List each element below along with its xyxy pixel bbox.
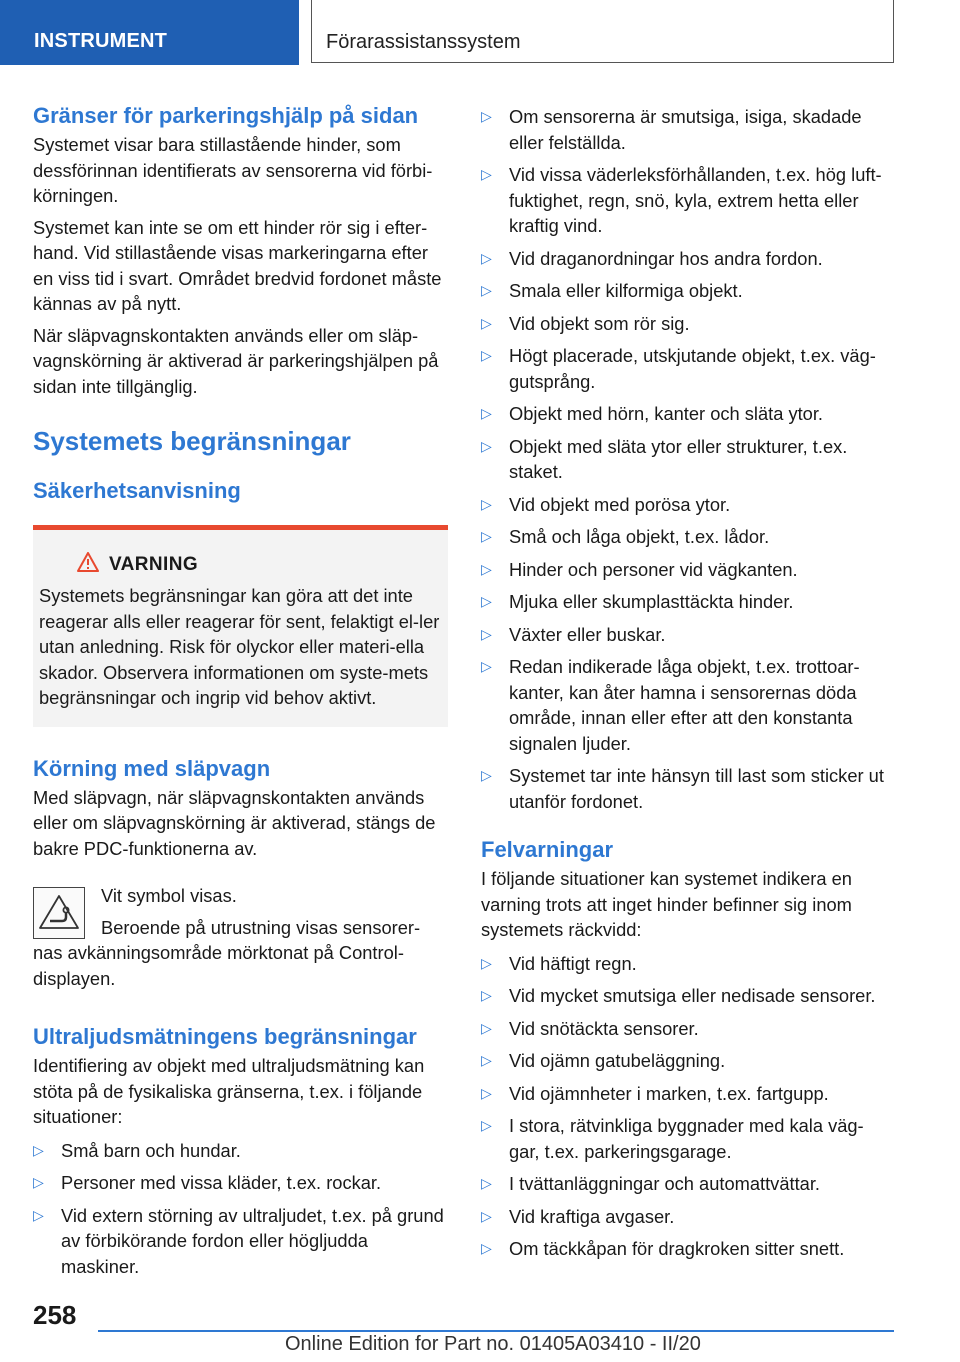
- paragraph: När släpvagnskontakten används eller om släp-vagnskörning är aktiverad är parkeringshjälpen på sidan inte tillgänglig.: [33, 324, 439, 397]
- list-item-text: I tvättanläggningar och automattvättar.: [509, 1173, 820, 1194]
- list-item-text: Vid draganordningar hos andra fordon.: [509, 247, 823, 269]
- list-item-text: Vid vissa väderleksförhållanden, t.ex. hög luft-fuktighet, regn, snö, kyla, extrem hetta eller kraftig vind.: [509, 164, 882, 236]
- list-item: [481, 1113, 893, 1164]
- list-item-text: Vid objekt som rör sig.: [509, 312, 690, 334]
- paragraph: Identifiering av objekt med ultraljudsmätning kan stöta på de fysikaliska gränserna, t.ex. i följande situationer:: [33, 1055, 425, 1127]
- warning-title: VARNING: [109, 553, 199, 575]
- bullet-triangle-icon: ▷: [481, 1019, 492, 1036]
- left-column: [33, 100, 448, 1286]
- bullet-triangle-icon: ▷: [481, 249, 492, 266]
- list-item-text: I stora, rätvinkliga byggnader med kala väg-gar, t.ex. parkeringsgarage.: [509, 1115, 864, 1162]
- list-item: [33, 1170, 448, 1196]
- list-item: [481, 654, 893, 756]
- page-number: 258: [33, 1300, 77, 1330]
- list-item-text: Hinder och personer vid vägkanten.: [509, 558, 798, 580]
- warning-box: [33, 525, 448, 727]
- bullet-triangle-icon: ▷: [481, 405, 492, 421]
- paragraph: Systemet visar bara stillastående hinder, som dessförinnan identifierats av sensorerna vid förbi-körningen.: [33, 134, 433, 206]
- list-item-text: Mjuka eller skumplasttäckta hinder.: [509, 591, 794, 612]
- warning-triangle-icon: [77, 552, 99, 577]
- list-item: [481, 162, 893, 239]
- trailer-hitch-symbol-icon: [33, 887, 85, 939]
- bullet-triangle-icon: ▷: [481, 108, 492, 124]
- list-item-text: Växter eller buskar.: [509, 623, 666, 645]
- bullet-triangle-icon: ▷: [33, 1206, 44, 1223]
- list-item-text: Vid objekt med porösa ytor.: [509, 493, 731, 515]
- bullet-triangle-icon: ▷: [481, 1052, 492, 1068]
- heading-ultrasonic-limits: Ultraljudsmätningens begränsningar: [33, 1024, 417, 1049]
- bullet-triangle-icon: ▷: [481, 347, 492, 363]
- symbol-description: Beroende på utrustning visas sensorer-nas avkänningsområde mörktonat på Control-displayen.: [33, 916, 421, 989]
- header-section-label: INSTRUMENT: [34, 30, 168, 52]
- header-section-tab: [0, 0, 299, 65]
- paragraph: Systemet kan inte se om ett hinder rör sig i efter-hand. Vid stillastående visas markeringarna efter en viss tid i svart. Området bredvid fordonet måste kännas av på nytt.: [33, 216, 442, 314]
- heading-side-parking: Gränser för parkeringshjälp på sidan: [33, 103, 419, 128]
- list-item-text: Vid ojämn gatubeläggning.: [509, 1050, 726, 1071]
- list-item: [481, 343, 893, 394]
- right-column: [481, 100, 893, 1269]
- list-item-text: Vid extern störning av ultraljudet, t.ex. på grund av förbikörande fordon eller högljudda maskiner.: [61, 1204, 444, 1277]
- bullet-triangle-icon: ▷: [481, 314, 492, 331]
- list-item-text: Om sensorerna är smutsiga, isiga, skadade eller felställda.: [509, 106, 862, 153]
- symbol-row: [33, 883, 448, 991]
- bullet-triangle-icon: ▷: [33, 1174, 44, 1190]
- list-item: [33, 1203, 448, 1280]
- paragraph: I följande situationer kan systemet indikera en varning trots att inget hinder befinner sig inom systemets räckvidd:: [481, 868, 852, 940]
- bullet-triangle-icon: ▷: [481, 1117, 492, 1133]
- list-item-text: Högt placerade, utskjutande objekt, t.ex. väg-gutsprång.: [509, 345, 876, 392]
- bullet-triangle-icon: ▷: [481, 593, 492, 609]
- list-item: [481, 524, 893, 550]
- list-item: [481, 104, 893, 155]
- list-item: [481, 622, 893, 648]
- header-chapter-tab: [311, 0, 894, 63]
- bullet-triangle-icon: ▷: [481, 954, 492, 971]
- heading-false-warnings: Felvarningar: [481, 837, 614, 862]
- list-item: [481, 557, 893, 583]
- list-item: [481, 492, 893, 518]
- bullet-triangle-icon: ▷: [481, 282, 492, 298]
- heading-system-limits: Systemets begränsningar: [33, 426, 351, 456]
- list-item-text: Personer med vissa kläder, t.ex. rockar.: [61, 1172, 382, 1193]
- heading-safety-notice: Säkerhetsanvisning: [33, 478, 241, 503]
- list-item: [481, 1204, 893, 1230]
- limits-list: [481, 104, 893, 814]
- bullet-triangle-icon: ▷: [481, 987, 492, 1003]
- list-item: [481, 1171, 893, 1197]
- header-chapter-label: Förarassistanssystem: [326, 31, 521, 53]
- bullet-triangle-icon: ▷: [481, 1207, 492, 1224]
- bullet-triangle-icon: ▷: [481, 625, 492, 642]
- bullet-triangle-icon: ▷: [481, 767, 492, 783]
- bullet-triangle-icon: ▷: [481, 166, 492, 182]
- list-item: [481, 1236, 893, 1262]
- heading-trailer: Körning med släpvagn: [33, 755, 271, 781]
- warning-text: Systemets begränsningar kan göra att det inte reagerar alls eller reagerar för sent, felaktigt el-ler utan anledning. Risk för olyckor eller materi-ella skador. Observera informationen om syste-mets begränsningar och ingrip vid behov aktivt.: [39, 585, 440, 708]
- false-warnings-list: [481, 951, 893, 1262]
- list-item-text: Objekt med hörn, kanter och släta ytor.: [509, 403, 823, 424]
- list-item: [481, 1048, 893, 1074]
- footer-edition: Online Edition for Part no. 01405A03410 - II/20: [285, 1333, 701, 1355]
- bullet-triangle-icon: ▷: [481, 495, 492, 512]
- list-item: [481, 763, 893, 814]
- list-item: [481, 278, 893, 304]
- list-item-text: Systemet tar inte hänsyn till last som sticker ut utanför fordonet.: [509, 765, 884, 812]
- footer-divider: [98, 1330, 894, 1332]
- list-item-text: Vid häftigt regn.: [509, 952, 637, 974]
- list-item: [481, 246, 893, 272]
- list-item: [481, 1016, 893, 1042]
- bullet-triangle-icon: ▷: [481, 1084, 492, 1101]
- list-item: [481, 311, 893, 337]
- list-item: [481, 1081, 893, 1107]
- list-item: [481, 983, 893, 1009]
- list-item-text: Redan indikerade låga objekt, t.ex. trottoar-kanter, kan åter hamna i sensorernas döda område, innan eller efter att den konstanta signalen ljuder.: [509, 656, 860, 754]
- ultrasonic-list: [33, 1138, 448, 1280]
- bullet-triangle-icon: ▷: [481, 528, 492, 544]
- list-item: [481, 401, 893, 427]
- symbol-text: Vit symbol visas.: [101, 885, 237, 906]
- bullet-triangle-icon: ▷: [33, 1141, 44, 1158]
- list-item-text: Om täckkåpan för dragkroken sitter snett.: [509, 1238, 845, 1259]
- list-item-text: Smala eller kilformiga objekt.: [509, 280, 743, 301]
- bullet-triangle-icon: ▷: [481, 560, 492, 577]
- list-item-text: Vid mycket smutsiga eller nedisade sensorer.: [509, 985, 876, 1006]
- list-item-text: Små barn och hundar.: [61, 1139, 241, 1161]
- list-item: [33, 1138, 448, 1164]
- list-item-text: Små och låga objekt, t.ex. lådor.: [509, 526, 770, 547]
- list-item: [481, 434, 893, 485]
- list-item: [481, 589, 893, 615]
- list-item-text: Vid ojämnheter i marken, t.ex. fartgupp.: [509, 1082, 829, 1104]
- bullet-triangle-icon: ▷: [481, 1240, 492, 1256]
- list-item-text: Objekt med släta ytor eller strukturer, t.ex. staket.: [509, 435, 848, 482]
- bullet-triangle-icon: ▷: [481, 437, 492, 454]
- paragraph: Med släpvagn, när släpvagnskontakten används eller om släpvagnskörning är aktiverad, stängs de bakre PDC-funktionerna av.: [33, 786, 436, 859]
- list-item-text: Vid snötäckta sensorer.: [509, 1017, 699, 1039]
- bullet-triangle-icon: ▷: [481, 658, 492, 674]
- bullet-triangle-icon: ▷: [481, 1175, 492, 1191]
- list-item-text: Vid kraftiga avgaser.: [509, 1205, 675, 1227]
- list-item: [481, 951, 893, 977]
